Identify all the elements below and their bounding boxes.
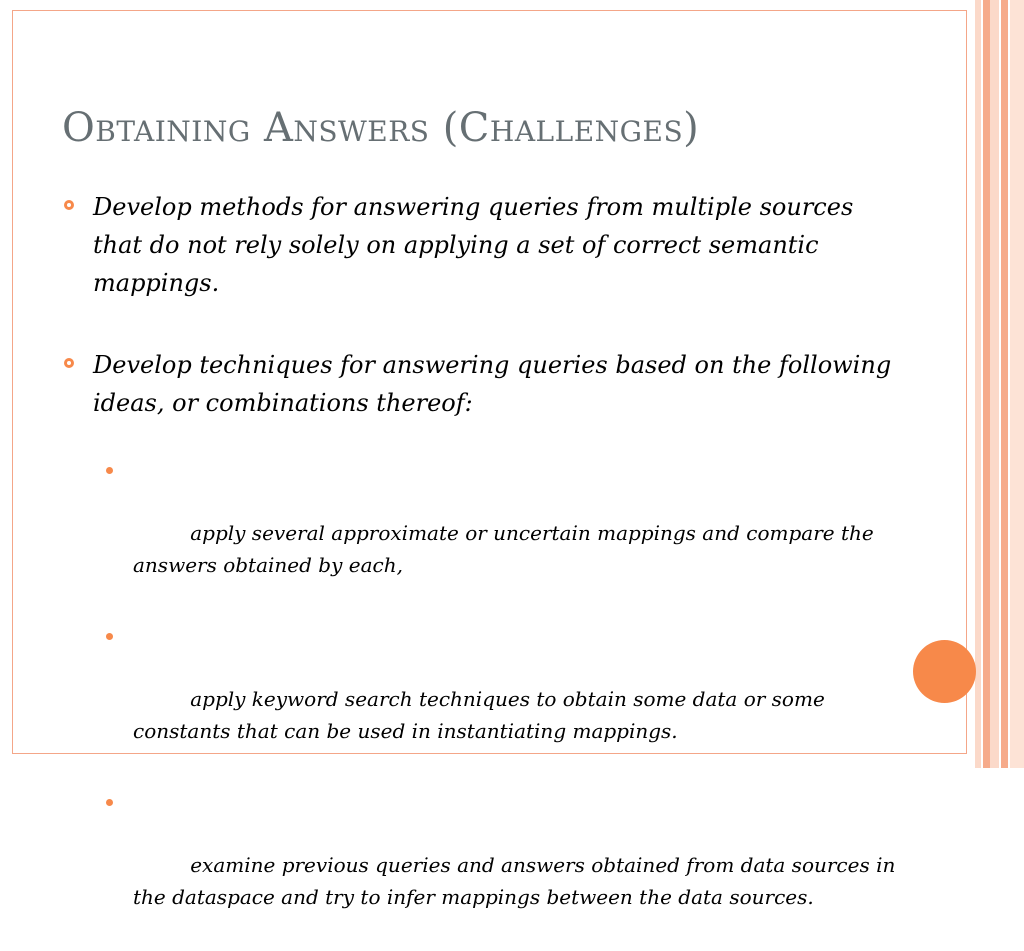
sub-bullet-text: examine previous queries and answers obtained from data sources in the dataspace and try to infer mappings between the data sources.	[133, 853, 902, 909]
decorative-stripe	[975, 0, 981, 768]
sub-bullet-list	[62, 453, 902, 945]
decorative-stripe	[1010, 0, 1024, 768]
slide-body	[62, 188, 902, 951]
dot-bullet-icon	[106, 633, 113, 640]
dot-bullet-icon	[106, 799, 113, 806]
circle-bullet-icon	[64, 358, 74, 368]
circle-bullet-icon	[64, 200, 74, 210]
slide-title: Obtaining Answers (Challenges)	[62, 105, 700, 151]
decorative-stripe	[990, 0, 999, 768]
sub-bullet-text: apply several approximate or uncertain mappings and compare the answers obtained by each,	[133, 521, 881, 577]
sub-bullet-item	[62, 785, 902, 945]
sub-bullet-text: apply keyword search techniques to obtain some data or some constants that can be used in instantiating mappings.	[133, 687, 832, 743]
decorative-circle	[913, 640, 976, 703]
bullet-item	[62, 188, 897, 302]
bullet-text: Develop techniques for answering queries based on the following ideas, or combinations thereof:	[93, 351, 892, 417]
decorative-stripe	[983, 0, 990, 768]
sub-bullet-item	[62, 619, 897, 779]
bullet-item	[62, 346, 897, 422]
bullet-text: Develop methods for answering queries from multiple sources that do not rely solely on applying a set of correct semantic mappings.	[93, 193, 854, 297]
decorative-stripe	[1001, 0, 1008, 768]
sub-bullet-item	[62, 453, 897, 613]
dot-bullet-icon	[106, 467, 113, 474]
